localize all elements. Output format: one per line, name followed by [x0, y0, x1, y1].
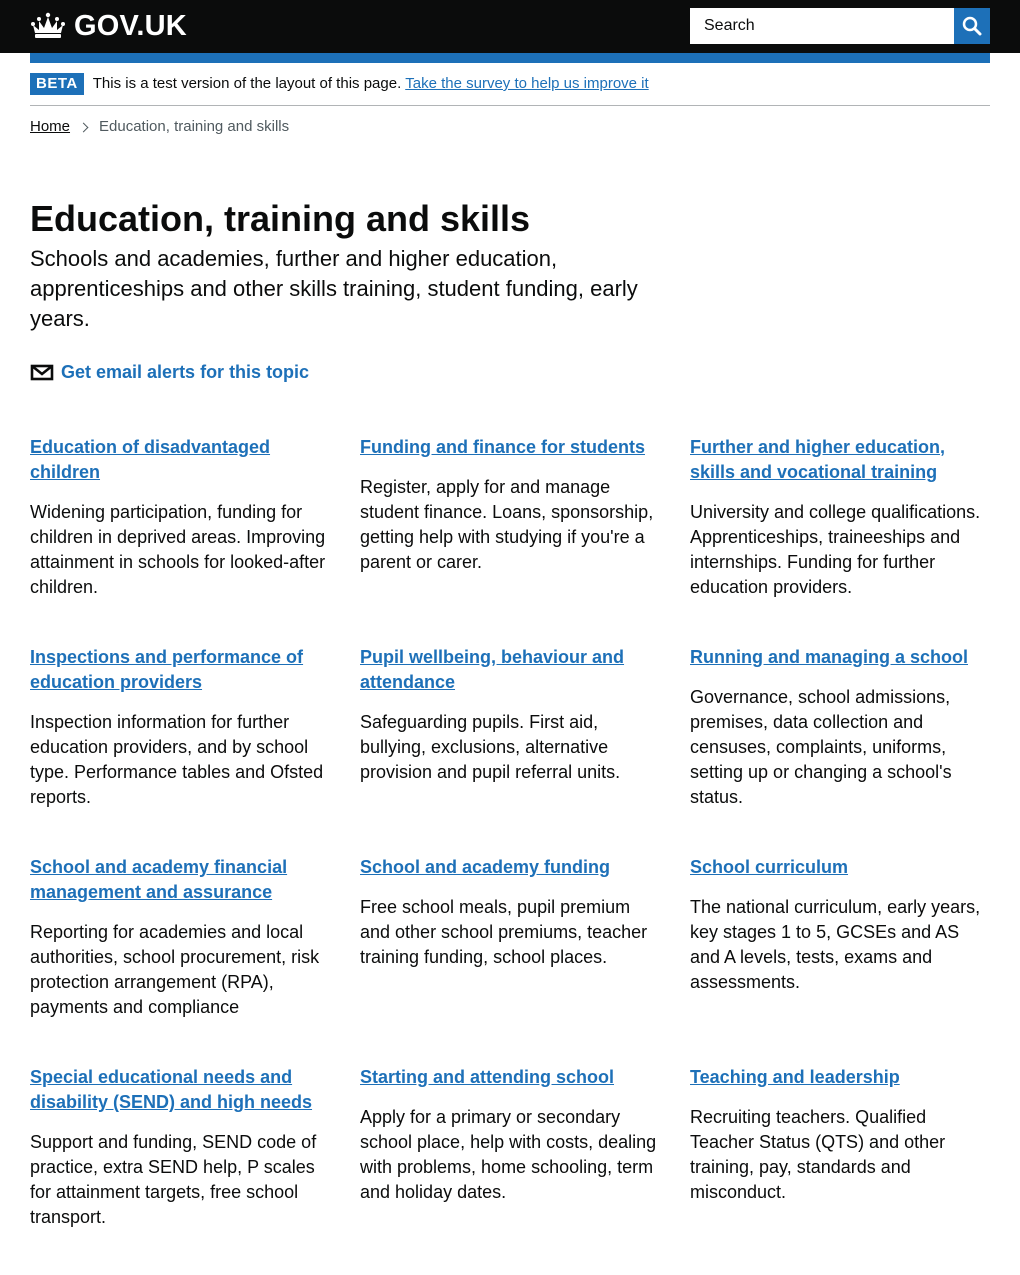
search-button[interactable] — [954, 8, 990, 44]
beta-text — [93, 73, 649, 95]
topic-card — [30, 1065, 330, 1275]
topic-card — [690, 1065, 990, 1275]
topic-card — [30, 645, 330, 855]
crown-icon — [30, 11, 66, 41]
topic-card — [690, 435, 990, 645]
topic-link[interactable]: Funding and finance for students — [360, 437, 645, 457]
beta-message: This is a test version of the layout of this page. — [92, 75, 402, 92]
topic-link[interactable]: School and academy funding — [360, 857, 611, 877]
chevron-right-icon — [79, 122, 89, 132]
topic-card — [360, 1065, 660, 1275]
email-alerts-link[interactable] — [30, 360, 309, 384]
topic-description: Widening participation, funding for children in deprived areas. Improving attainment in schools for looked-after children. — [30, 502, 326, 597]
topic-description: Recruiting teachers. Qualified Teacher Status (QTS) and other training, pay, standards and misconduct. — [690, 1107, 946, 1202]
search-form — [690, 8, 990, 44]
topic-card — [360, 645, 660, 855]
topic-link[interactable]: School curriculum — [690, 857, 849, 877]
header-blue-bar — [30, 53, 990, 63]
topic-link[interactable]: School and academy financial management and assurance — [30, 857, 288, 902]
breadcrumb-home-link[interactable]: Home — [30, 118, 71, 135]
breadcrumb — [30, 117, 289, 137]
topic-link[interactable]: Running and managing a school — [690, 647, 969, 667]
govuk-logo-link[interactable] — [30, 10, 187, 42]
page-description: Schools and academies, further and higher education, apprenticeships and other skills training, student funding, early years. — [30, 246, 638, 331]
topic-description: Inspection information for further education providers, and by school type. Performance tables and Ofsted reports. — [30, 712, 324, 807]
topic-link[interactable]: Starting and attending school — [360, 1067, 615, 1087]
envelope-icon — [30, 363, 54, 381]
topic-description: Apply for a primary or secondary school place, help with costs, dealing with problems, home schooling, term and holiday dates. — [360, 1107, 657, 1202]
breadcrumb-current: Education, training and skills — [99, 118, 290, 135]
topic-card — [690, 645, 990, 855]
topic-card — [690, 855, 990, 1065]
topic-description: Governance, school admissions, premises, data collection and censuses, complaints, uniforms, setting up or changing a school's status. — [690, 687, 952, 807]
topic-description: Support and funding, SEND code of practice, extra SEND help, P scales for attainment targets, free school transport. — [30, 1132, 317, 1227]
topic-description: Register, apply for and manage student finance. Loans, sponsorship, getting help with studying if you're a parent or carer. — [360, 477, 654, 572]
email-alerts-text: Get email alerts for this topic — [61, 362, 310, 382]
topic-description: Safeguarding pupils. First aid, bullying, exclusions, alternative provision and pupil referral units. — [360, 712, 621, 782]
topics-grid — [30, 435, 990, 1275]
search-icon — [962, 16, 982, 36]
logo-text: GOV.UK — [74, 9, 187, 42]
topic-link[interactable]: Education of disadvantaged children — [30, 437, 271, 482]
topic-card — [30, 435, 330, 645]
site-header — [0, 0, 1020, 53]
topic-card — [360, 855, 660, 1065]
topic-link[interactable]: Special educational needs and disability (SEND) and high needs — [30, 1067, 313, 1112]
topic-description: Reporting for academies and local authorities, school procurement, risk protection arrangement (RPA), payments and compliance — [30, 922, 320, 1017]
topic-link[interactable]: Teaching and leadership — [690, 1067, 900, 1087]
search-input[interactable] — [690, 8, 954, 44]
topic-description: Free school meals, pupil premium and other school premiums, teacher training funding, school places. — [360, 897, 648, 967]
beta-tag: BETA — [30, 73, 84, 95]
topic-card — [30, 855, 330, 1065]
beta-banner — [30, 73, 990, 106]
topic-link[interactable]: Further and higher education, skills and vocational training — [690, 437, 946, 482]
page-title: Education, training and skills — [30, 198, 531, 239]
topic-description: The national curriculum, early years, key stages 1 to 5, GCSEs and AS and A levels, tests, exams and assessments. — [690, 897, 981, 992]
topic-card — [360, 435, 660, 645]
topic-description: University and college qualifications. Apprenticeships, traineeships and internships. Funding for further education providers. — [690, 502, 981, 597]
topic-link[interactable]: Pupil wellbeing, behaviour and attendance — [360, 647, 625, 692]
topic-link[interactable]: Inspections and performance of education providers — [30, 647, 304, 692]
survey-link[interactable]: Take the survey to help us improve it — [405, 75, 649, 92]
